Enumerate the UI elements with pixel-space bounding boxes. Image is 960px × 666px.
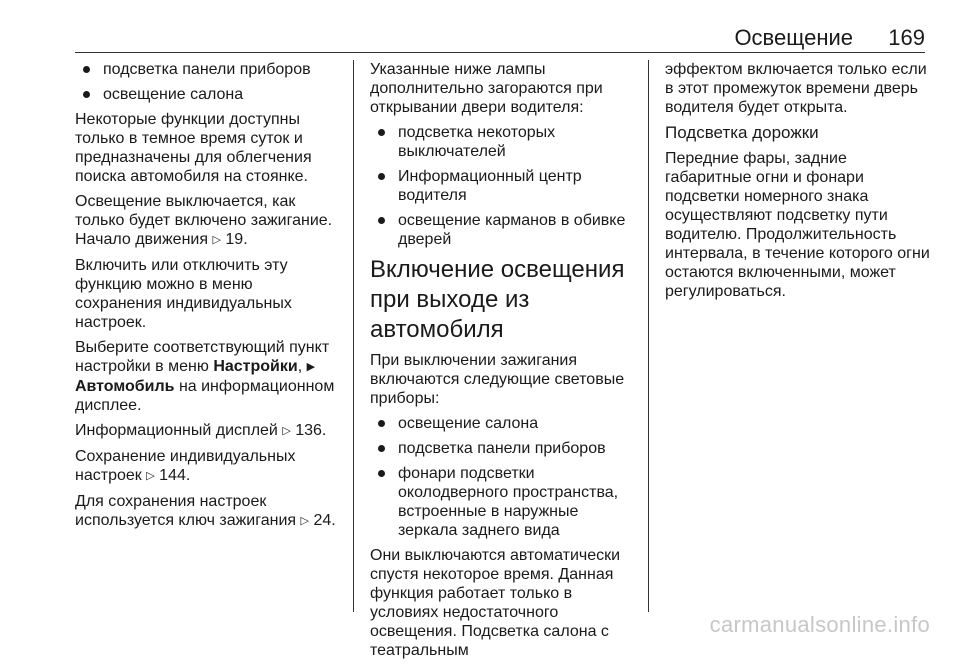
bullet-list <box>75 60 343 104</box>
paragraph: Передние фары, задние габаритные огни и фонари подсветки номерного знака осуществляют подсветку пути водителю. Продолжительность интервала, в течение которого огни остаются включенными, может регулироваться. <box>665 150 930 300</box>
paragraph: Включить или отключить эту функцию можно в меню сохранения индивидуальных настроек. <box>75 257 292 331</box>
page-title: Освещение <box>734 25 853 50</box>
paragraph: Выберите соответствующий пункт настройки в меню Настройки, ▶ Автомобиль на информационном дисплее. <box>75 339 335 414</box>
cross-reference-link[interactable]: Сохранение индивидуальных настроек ▷ 144. <box>75 448 296 484</box>
list-item: подсветка некоторых выключателей <box>370 123 640 161</box>
paragraph: эффектом включается только если в этот промежуток времени дверь водителя будет открыта. <box>665 61 927 116</box>
column-left <box>75 60 343 537</box>
list-item: подсветка панели приборов <box>75 60 343 79</box>
cross-reference-link[interactable]: Информационный дисплей ▷ 136. <box>75 422 327 439</box>
list-item: освещение салона <box>75 85 343 104</box>
section-heading: Включение освещения при выходе из автомобиля <box>370 256 625 343</box>
arrow-right-icon: ▷ <box>212 234 221 246</box>
list-item: подсветка панели приборов <box>370 439 640 458</box>
menu-path-settings: Настройки <box>213 358 298 375</box>
list-item: освещение салона <box>370 414 640 433</box>
arrow-right-icon: ▷ <box>282 425 291 437</box>
paragraph: При выключении зажигания включаются следующие световые приборы: <box>370 352 625 407</box>
page-number: 169 <box>888 25 925 50</box>
list-item: фонари подсветки околодверного пространства, встроенные в наружные зеркала заднего вида <box>370 464 640 540</box>
paragraph: Некоторые функции доступны только в темное время суток и предназначены для облегчения поиска автомобиля на стоянке. <box>75 111 312 185</box>
column-divider <box>353 60 354 612</box>
paragraph: Они выключаются автоматически спустя некоторое время. Данная функция работает только в условиях недостаточного освещения. Подсветка салона с театральным <box>370 547 621 659</box>
subsection-heading: Подсветка дорожки <box>665 123 819 142</box>
watermark: carmanualsonline.info <box>709 612 930 637</box>
menu-path-vehicle: Автомобиль <box>75 378 175 395</box>
bullet-list <box>370 414 640 540</box>
cross-reference-link[interactable]: Начало движения ▷ 19. <box>75 231 248 248</box>
arrow-right-icon: ▷ <box>300 515 309 527</box>
arrow-right-icon: ▶ <box>306 361 316 373</box>
bullet-list <box>370 123 640 249</box>
column-right <box>665 60 935 307</box>
list-item: освещение карманов в обивке дверей <box>370 211 640 249</box>
column-middle <box>370 60 640 666</box>
paragraph: Освещение выключается, как только будет включено зажигание. Начало движения ▷ 19. <box>75 193 333 248</box>
paragraph: Указанные ниже лампы дополнительно загораются при открывании двери водителя: <box>370 61 603 116</box>
arrow-right-icon: ▷ <box>146 470 155 482</box>
paragraph: Для сохранения настроек используется ключ зажигания ▷ 24. <box>75 493 336 529</box>
page-header <box>75 25 925 53</box>
column-divider <box>648 60 649 612</box>
list-item: Информационный центр водителя <box>370 167 640 205</box>
